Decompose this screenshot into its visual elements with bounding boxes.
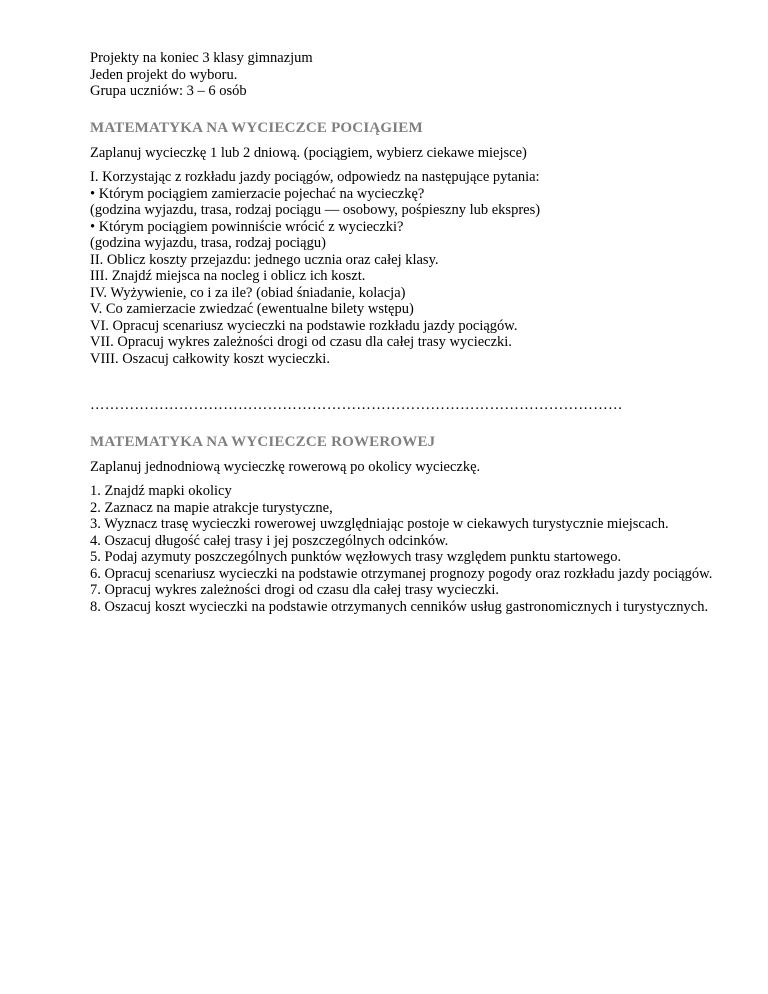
list-item: 7. Opracuj wykres zależności drogi od czasu dla całej trasy wycieczki. — [90, 582, 500, 598]
document-page — [90, 50, 730, 615]
list-item: VII. Opracuj wykres zależności drogi od czasu dla całej trasy wycieczki. — [90, 334, 512, 350]
list-item: 3. Wyznacz trasę wycieczki rowerowej uwzględniając postoje w ciekawych turystycznie miejscach. — [90, 516, 669, 532]
section-bike-task: Zaplanuj jednodniową wycieczkę rowerową po okolicy wycieczkę. — [90, 458, 481, 475]
list-item: VI. Opracuj scenariusz wycieczki na podstawie rozkładu jazdy pociągów. — [90, 317, 518, 334]
list-item: III. Znajdź miejsca na nocleg i oblicz ich koszt. — [90, 268, 366, 284]
intro-line: Projekty na koniec 3 klasy gimnazjum — [90, 50, 313, 66]
list-item: (godzina wyjazdu, trasa, rodzaj pociągu) — [90, 235, 326, 251]
intro-block — [90, 50, 730, 100]
section-bike-title: MATEMATYKA NA WYCIECZCE ROWEROWEJ — [90, 433, 436, 450]
list-item: II. Oblicz koszty przejazdu: jednego ucznia oraz całej klasy. — [90, 251, 439, 268]
list-item: 8. Oszacuj koszt wycieczki na podstawie otrzymanych cenników usług gastronomicznych i turystycznych. — [90, 598, 709, 615]
intro-line: Grupa uczniów: 3 – 6 osób — [90, 83, 247, 99]
list-item: I. Korzystając z rozkładu jazdy pociągów, odpowiedz na następujące pytania: — [90, 169, 540, 185]
list-item: VIII. Oszacuj całkowity koszt wycieczki. — [90, 350, 330, 367]
list-item: 6. Opracuj scenariusz wycieczki na podstawie otrzymanej prognozy pogody oraz rozkładu jazdy pociągów. — [90, 565, 713, 582]
list-item: 4. Oszacuj długość całej trasy i jej poszczególnych odcinków. — [90, 532, 449, 549]
section-train-list — [90, 169, 730, 367]
section-bike-list — [90, 483, 730, 615]
list-item: (godzina wyjazdu, trasa, rodzaj pociągu — osobowy, pośpieszny lub ekspres) — [90, 202, 541, 218]
dotted-separator: ……………………………………………………………………………………………… — [90, 397, 623, 413]
list-item: • Którym pociągiem powinniście wrócić z wycieczki? — [90, 218, 404, 235]
list-item: IV. Wyżywienie, co i za ile? (obiad śniadanie, kolacja) — [90, 284, 406, 301]
list-item: 5. Podaj azymuty poszczególnych punktów węzłowych trasy względem punktu startowego. — [90, 549, 622, 565]
list-item: 1. Znajdź mapki okolicy — [90, 483, 232, 499]
list-item: 2. Zaznacz na mapie atrakcje turystyczne, — [90, 499, 333, 516]
section-train-task: Zaplanuj wycieczkę 1 lub 2 dniową. (pociągiem, wybierz ciekawe miejsce) — [90, 144, 527, 161]
list-item: • Którym pociągiem zamierzacie pojechać na wycieczkę? — [90, 185, 425, 202]
intro-line: Jeden projekt do wyboru. — [90, 66, 238, 83]
list-item: V. Co zamierzacie zwiedzać (ewentualne bilety wstępu) — [90, 301, 414, 317]
section-train-title: MATEMATYKA NA WYCIECZCE POCIĄGIEM — [90, 119, 423, 136]
